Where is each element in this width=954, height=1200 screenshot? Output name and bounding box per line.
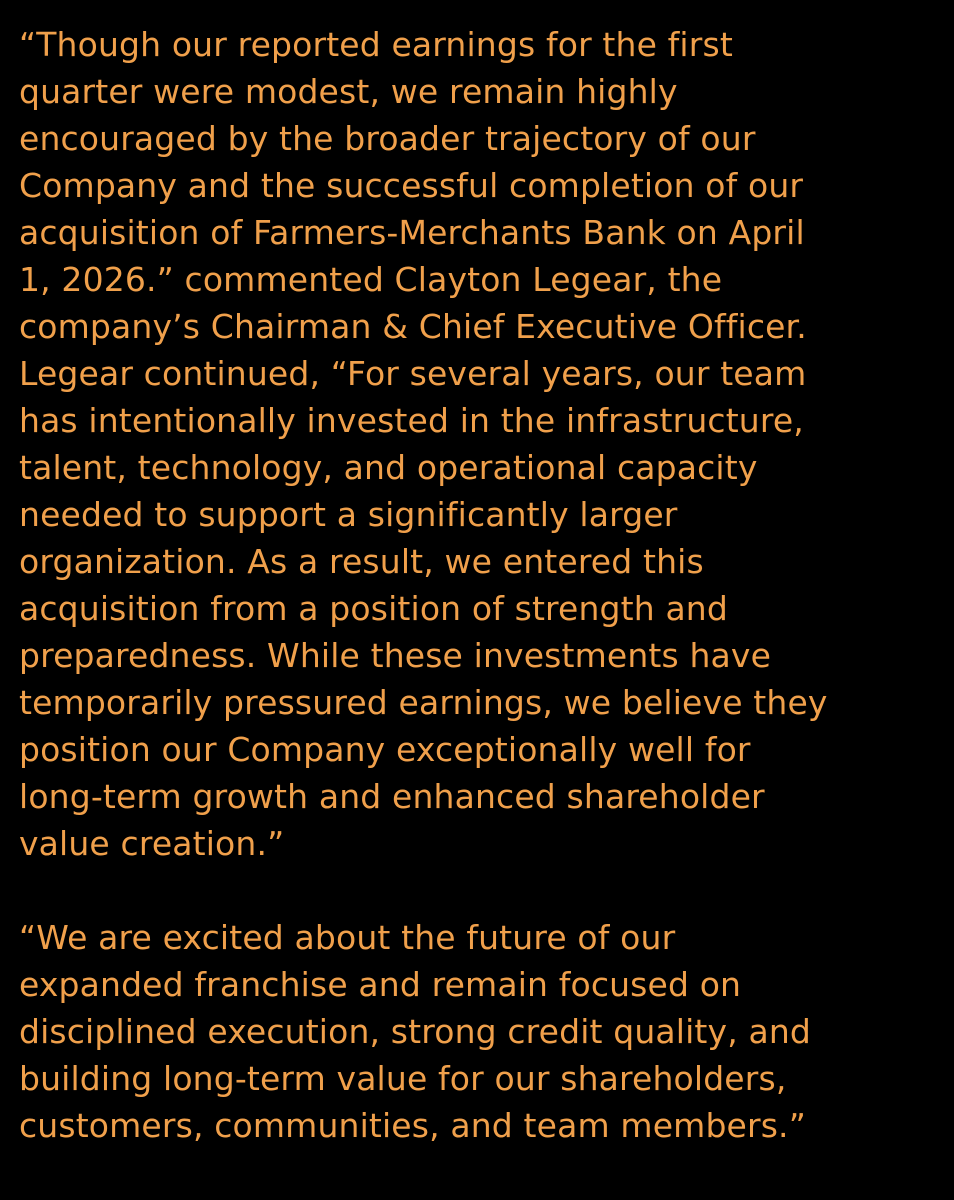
- paragraph-1-line-18: value creation.”: [19, 824, 285, 863]
- paragraph-1-line-4: Company and the successful completion of our: [19, 166, 804, 205]
- paragraph-1-line-7: company’s Chairman & Chief Executive Officer.: [19, 307, 807, 346]
- paragraph-1-line-2: quarter were modest, we remain highly: [19, 72, 678, 111]
- paragraph-1-line-9: has intentionally invested in the infrastructure,: [19, 401, 804, 440]
- paragraph-1-line-12: organization. As a result, we entered this: [19, 542, 704, 581]
- paragraph-1-line-14: preparedness. While these investments have: [19, 636, 772, 675]
- paragraph-1-line-8: Legear continued, “For several years, our team: [19, 354, 807, 393]
- paragraph-1-line-3: encouraged by the broader trajectory of our: [19, 119, 756, 158]
- paragraph-1-line-6: 1, 2026.” commented Clayton Legear, the: [19, 260, 723, 299]
- paragraph-2-line-4: building long-term value for our shareholders,: [19, 1059, 787, 1098]
- paragraph-2-line-2: expanded franchise and remain focused on: [19, 965, 742, 1004]
- paragraph-2-line-1: “We are excited about the future of our: [19, 918, 676, 957]
- paragraph-1-line-15: temporarily pressured earnings, we believe they: [19, 683, 828, 722]
- paragraph-1-line-5: acquisition of Farmers-Merchants Bank on April: [19, 213, 805, 252]
- paragraph-2-line-3: disciplined execution, strong credit quality, and: [19, 1012, 812, 1051]
- paragraph-1-line-11: needed to support a significantly larger: [19, 495, 678, 534]
- paragraph-1-line-10: talent, technology, and operational capacity: [19, 448, 758, 487]
- paragraph-1-line-17: long-term growth and enhanced shareholder: [19, 777, 765, 816]
- paragraph-2-line-5: customers, communities, and team members.”: [19, 1106, 806, 1145]
- paragraph-1-line-16: position our Company exceptionally well for: [19, 730, 751, 769]
- paragraph-1-line-1: “Though our reported earnings for the first: [19, 25, 733, 64]
- paragraph-1-line-13: acquisition from a position of strength and: [19, 589, 728, 628]
